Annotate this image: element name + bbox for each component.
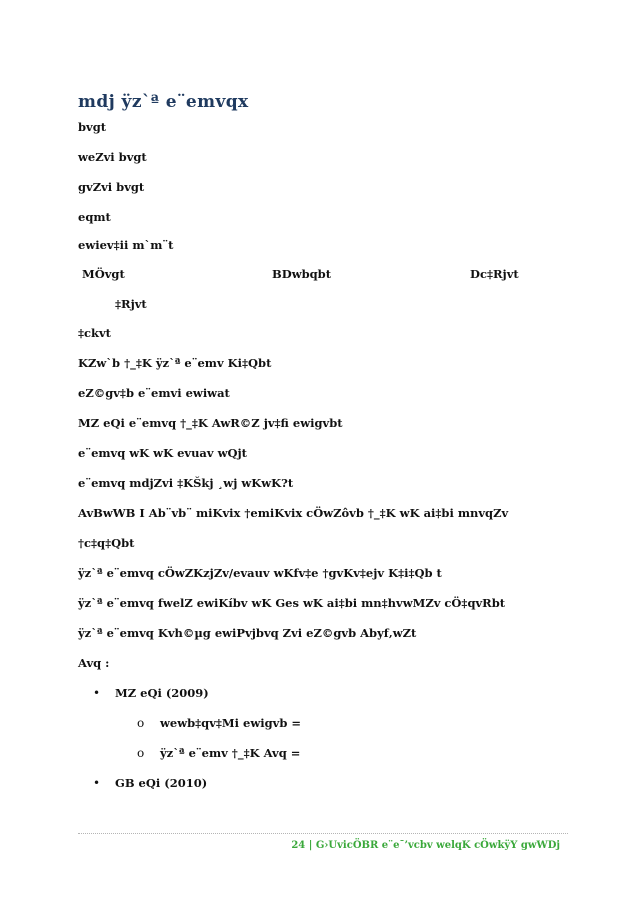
field-family-members: ewiev‡ii m`m¨t <box>78 238 174 252</box>
document-title: mdj ÿz`ª e¨emvqx <box>78 92 249 112</box>
field-village: MÖvgt <box>82 267 125 281</box>
field-age: eqmt <box>78 210 111 224</box>
field-future-plans: ÿz`ª e¨emvq fwelZ ewiKíbv wK Ges wK ai‡bi mn‡hvwMZv cÖ‡qvRbt <box>78 596 506 610</box>
field-occupation: ‡ckvt <box>78 326 111 340</box>
page-footer: 24 | G›UvicÖBR e¨e¯’vcbv welqK cÖwkÿY gwWDj <box>291 840 560 851</box>
field-success-strategies: e¨emvq mdjZvi ‡KŠkj ¸wj wKwK?t <box>78 476 294 490</box>
list-subitem-income: ÿz`ª e¨emv †_‡K Avq = <box>160 746 301 760</box>
sub-bullet-marker: o <box>137 716 145 730</box>
field-assistance-received-cont: †c‡q‡Qbt <box>78 536 135 550</box>
sub-bullet-marker: o <box>137 746 145 760</box>
field-business-duration: KZw`b †_‡K ÿz`ª e¨emv Ki‡Qbt <box>78 356 272 370</box>
bullet-marker: • <box>93 776 101 790</box>
field-business-obstacles: e¨emvq wK wK evuav wQjt <box>78 446 247 460</box>
bullet-marker: • <box>93 686 101 700</box>
field-name: bvgt <box>78 120 107 134</box>
list-subitem-investment: wewb‡qv‡Mi ewigvb = <box>160 716 301 730</box>
field-upazila: Dc‡Rjvt <box>470 267 519 281</box>
field-experience: ÿz`ª e¨emvq Kvh©µg ewiPvjbvq Zvi eZ©gvb Abyf‚wZt <box>78 626 417 640</box>
field-challenges-handled: ÿz`ª e¨emvq cÖwZKzjZv/evauv wKfv‡e †gvKv‡ejv K‡i‡Qb t <box>78 566 442 580</box>
footer-divider <box>78 833 568 834</box>
field-mother-name: gvZvi bvgt <box>78 180 145 194</box>
field-last-year-profit: MZ eQi e¨emvq †_‡K AwR©Z jv‡fi ewigvbt <box>78 416 343 430</box>
field-current-business-type: eZ©gv‡b e¨emvi ewiwat <box>78 386 230 400</box>
field-union: BDwbqbt <box>272 267 332 281</box>
list-item-last-year: MZ eQi (2009) <box>115 686 209 700</box>
field-father-name: weZvi bvgt <box>78 150 147 164</box>
field-income-heading: Avq : <box>78 656 110 670</box>
list-item-this-year: GB eQi (2010) <box>115 776 208 790</box>
field-assistance-received: AvBwWB I Ab¨vb¨ miKvix †emiKvix cÖwZôvb †_‡K wK ai‡bi mnvqZv <box>78 506 509 520</box>
field-district: ‡Rjvt <box>115 297 147 311</box>
